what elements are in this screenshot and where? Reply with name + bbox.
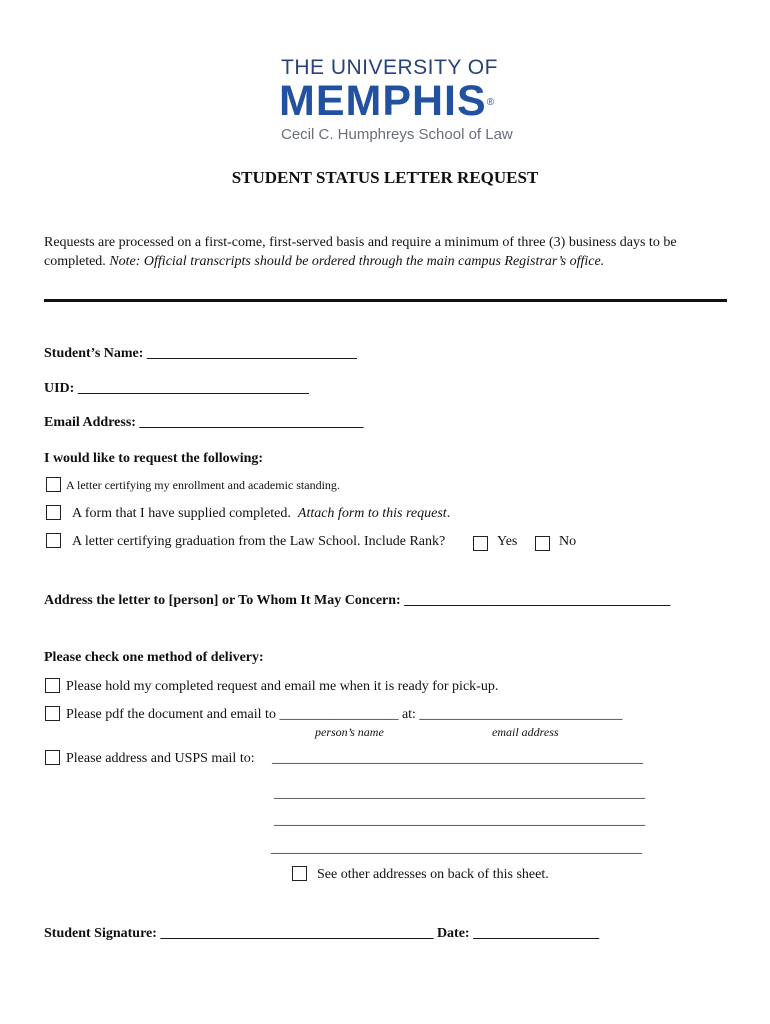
address-to-label: Address the letter to [person] or To Whom It May Concern: <box>44 593 401 608</box>
date-blank: __________________ <box>473 926 600 941</box>
persons-name-caption: person’s name <box>315 725 384 739</box>
option-usps-mail: Please address and USPS mail to: <box>66 751 255 766</box>
request-heading: I would like to request the following: <box>44 451 264 466</box>
logo-memphis <box>279 77 496 125</box>
checkbox-supplied-form[interactable] <box>46 505 61 520</box>
date-label: Date: <box>436 926 470 941</box>
checkbox-other-addresses[interactable] <box>292 866 307 881</box>
address-to-field[interactable] <box>44 593 670 609</box>
uid-field[interactable]: UID: _________________________________ <box>44 381 309 396</box>
checkbox-rank-yes[interactable] <box>473 536 488 551</box>
student-name-field[interactable]: Student’s Name: ______________________________ <box>44 346 357 361</box>
logo-memphis-word: MEMPHIS <box>279 77 487 125</box>
option-pdf-email[interactable]: Please pdf the document and email to _________________ at: _____________________________ <box>66 707 623 722</box>
checkbox-graduation-letter[interactable] <box>46 533 61 548</box>
email-address-caption: email address <box>492 725 559 739</box>
checkbox-usps-mail[interactable] <box>45 750 60 765</box>
option-graduation-letter: A letter certifying graduation from the Law School. Include Rank? <box>72 534 446 549</box>
intro-line-2 <box>44 254 604 270</box>
attach-form-note: Attach form to this request <box>297 506 447 521</box>
mail-address-line-4[interactable]: _____________________________________________________ <box>271 841 642 856</box>
signature-label: Student Signature: <box>44 926 157 941</box>
option-supplied-form <box>72 506 450 522</box>
checkbox-pdf-email[interactable] <box>45 706 60 721</box>
supplied-form-text: A form that I have supplied completed. <box>72 506 291 521</box>
mail-address-line-1[interactable]: _____________________________________________________ <box>272 751 643 766</box>
mail-address-line-3[interactable]: _____________________________________________________ <box>274 813 645 828</box>
address-to-blank: ______________________________________ <box>404 593 671 608</box>
checkbox-rank-no[interactable] <box>535 536 550 551</box>
rank-no-label: No <box>559 534 577 549</box>
attach-form-period: . <box>446 506 451 521</box>
email-field[interactable]: Email Address: ________________________________ <box>44 415 364 430</box>
rank-yes-label: Yes <box>497 534 518 549</box>
page-title: STUDENT STATUS LETTER REQUEST <box>231 168 539 187</box>
delivery-heading: Please check one method of delivery: <box>44 650 264 665</box>
checkbox-enrollment-letter[interactable] <box>46 477 61 492</box>
logo-university-text: THE UNIVERSITY OF <box>281 56 498 79</box>
intro-line-1: Requests are processed on a first-come, first-served basis and require a minimum of three (3) business days to be <box>44 235 677 250</box>
logo-school-name: Cecil C. Humphreys School of Law <box>281 126 513 143</box>
logo-registered-mark: ® <box>486 97 496 108</box>
option-enrollment-letter: A letter certifying my enrollment and academic standing. <box>66 478 340 492</box>
signature-row[interactable] <box>44 926 599 942</box>
option-other-addresses: See other addresses on back of this sheet. <box>317 867 549 882</box>
section-divider <box>44 299 727 302</box>
checkbox-hold-pickup[interactable] <box>45 678 60 693</box>
intro-note: Note: Official transcripts should be ordered through the main campus Registrar’s office. <box>109 254 605 269</box>
mail-address-line-2[interactable]: _____________________________________________________ <box>274 786 645 801</box>
option-hold-pickup: Please hold my completed request and email me when it is ready for pick-up. <box>66 679 499 694</box>
signature-blank: _______________________________________ <box>160 926 434 941</box>
intro-completed: completed. <box>44 254 110 269</box>
